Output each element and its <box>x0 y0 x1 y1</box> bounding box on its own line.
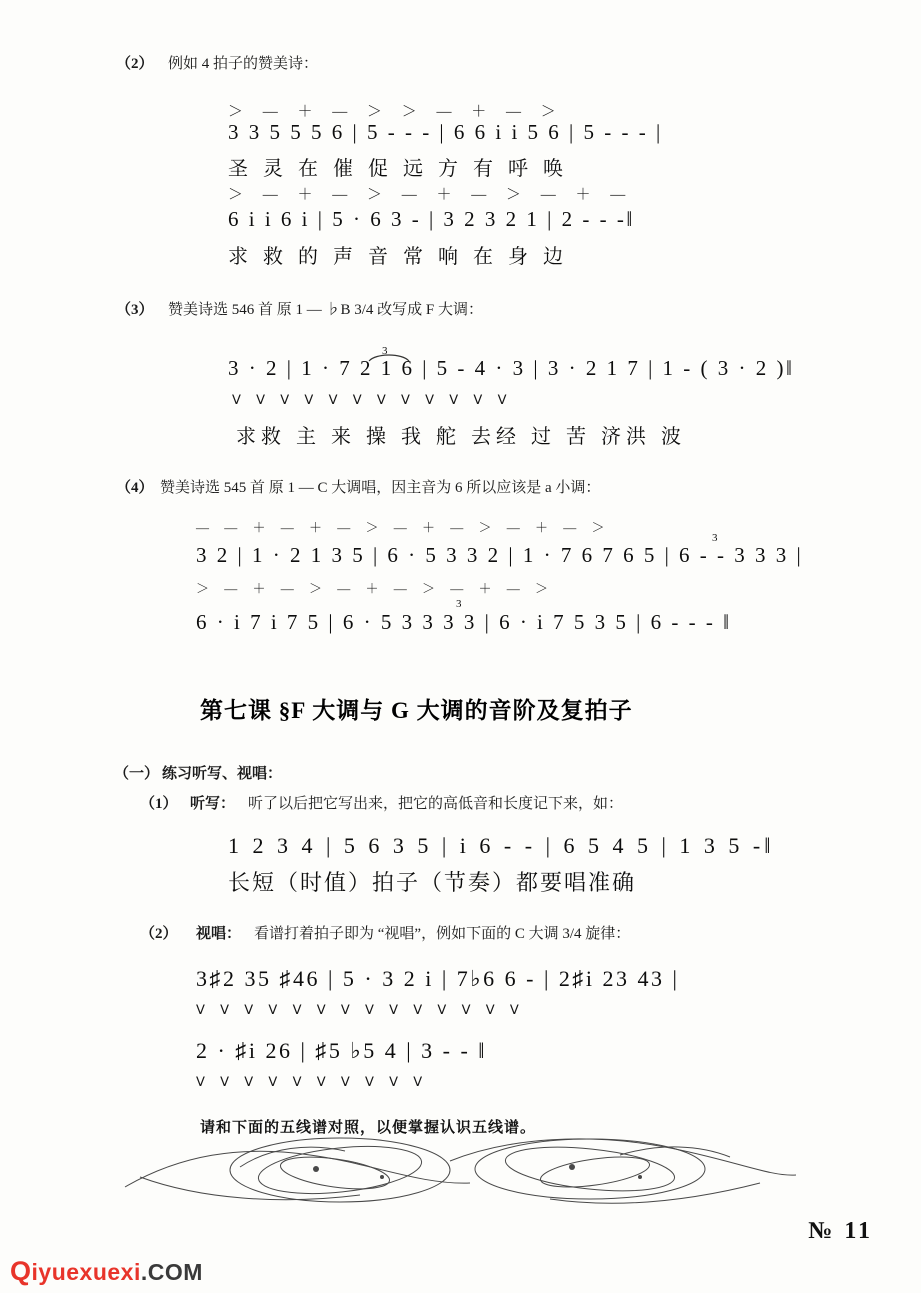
section-4-number: （4） <box>116 480 154 496</box>
section-4-stave-1-marks-lower: ＞ — ＋ — ＞ — ＋ — ＞ — ＋ — ＞ <box>196 581 555 596</box>
item-1-number: （1） <box>140 796 178 812</box>
site-watermark <box>10 1256 203 1287</box>
section-2-stave-1-notation: 3 3 5 5 5 6 | 5 - - - | 6 6 i i 5 6 | 5 - - - | <box>228 120 663 144</box>
item-1-lyric: 长短（时值）拍子（节奏）都要唱准确 <box>228 870 637 895</box>
item-2-stave-2-notation: 2 · ♯i 26 | ♯5 ♭5 4 | 3 - - ‖ <box>196 1038 487 1063</box>
section-2-stave-2-marks: ＞ — ＋ — ＞ — ＋ — ＞ — ＋ — <box>228 187 634 203</box>
section-4-stave-1-notation: 3 2 | 1 · 2 1 3 5 | 6 · 5 3 3 2 | 1 · 7 6 7 6 5 | 6 - - 3 3 3 | <box>196 543 804 567</box>
item-1-text: 听了以后把它写出来，把它的高低音和长度记下来，如： <box>248 796 624 812</box>
section-3-triplet-label: 3 <box>382 345 388 357</box>
page-number-value: 11 <box>844 1218 873 1244</box>
section-2-number: （2） <box>116 56 154 72</box>
decorative-ornament <box>120 1125 800 1215</box>
item-2-stave-2-marks: Ⅴ Ⅴ Ⅴ Ⅴ Ⅴ Ⅴ Ⅴ Ⅴ Ⅴ Ⅴ <box>196 1074 429 1089</box>
item-2-number: （2） <box>140 926 178 942</box>
page-number-prefix: № <box>808 1218 836 1244</box>
section-4-text: 赞美诗选 545 首 原 1 — C 大调唱，因主音为 6 所以应该是 a 小调： <box>160 480 601 496</box>
section-3-text: 赞美诗选 546 首 原 1 — ♭B 3/4 改写成 F 大调： <box>168 302 484 318</box>
section-4-stave-2-triplet-label: 3 <box>456 598 462 610</box>
watermark-q: Q <box>10 1256 32 1286</box>
item-1-label: 听写： <box>190 796 236 812</box>
item-2-stave-1-notation: 3♯2 35 ♯46 | 5 · 3 2 i | 7♭6 6 - | 2♯i 23 43 | <box>196 966 680 991</box>
section-3-stave-lyric: 求救 主 来 操 我 舵 去经 过 苦 济洪 波 <box>236 426 686 448</box>
section-2-stave-1-lyric: 圣 灵 在 催 促 远 方 有 呼 唤 <box>228 158 568 180</box>
item-1-notation: 1 2 3 4 | 5 6 3 5 | i 6 - - | 6 5 4 5 | 1 3 5 -‖ <box>228 833 775 858</box>
section-2-stave-1-marks: ＞ — ＋ — ＞ ＞ — ＋ — ＞ <box>228 104 564 120</box>
watermark-domain: .COM <box>140 1259 203 1285</box>
section-2-stave-2-lyric: 求 救 的 声 音 常 响 在 身 边 <box>228 246 568 268</box>
section-3-stave-marks: Ⅴ Ⅴ Ⅴ Ⅴ Ⅴ Ⅴ Ⅴ Ⅴ Ⅴ Ⅴ Ⅴ Ⅴ <box>232 392 513 407</box>
part-title: 练习听写、视唱： <box>162 766 283 782</box>
section-2-text: 例如 4 拍子的赞美诗： <box>168 56 319 72</box>
part-label: （一） <box>114 766 160 782</box>
watermark-name: iyuexuexi <box>31 1259 141 1285</box>
section-3-number: （3） <box>116 302 154 318</box>
section-4-stave-2-notation: 6 · i 7 i 7 5 | 6 · 5 3 3 3 3 | 6 · i 7 5 3 5 | 6 - - - ‖ <box>196 610 732 634</box>
section-4-stave-1-marks: — — ＋ — ＋ — ＞ — ＋ — ＞ — ＋ — ＞ <box>196 520 611 535</box>
page-number <box>808 1218 873 1245</box>
item-2-stave-1-marks: Ⅴ Ⅴ Ⅴ Ⅴ Ⅴ Ⅴ Ⅴ Ⅴ Ⅴ Ⅴ Ⅴ Ⅴ Ⅴ Ⅴ <box>196 1002 525 1017</box>
item-2-label: 视唱： <box>196 926 242 942</box>
item-2-text: 看谱打着拍子即为 “视唱”，例如下面的 C 大调 3/4 旋律： <box>254 926 631 942</box>
section-2-stave-2-notation: 6 i i 6 i | 5 · 6 3 - | 3 2 3 2 1 | 2 - - -‖ <box>228 207 635 231</box>
section-3-stave-notation: 3 · 2 | 1 · 7 2 1 6 | 5 - 4 · 3 | 3 · 2 1 7 | 1 - ( 3 · 2 )‖ <box>228 356 795 380</box>
item-2-caption: 请和下面的五线谱对照，以便掌握认识五线谱。 <box>200 1120 537 1136</box>
lesson-title: 第七课 §F 大调与 G 大调的音阶及复拍子 <box>200 698 633 723</box>
section-4-stave-1-triplet-label: 3 <box>712 532 718 544</box>
